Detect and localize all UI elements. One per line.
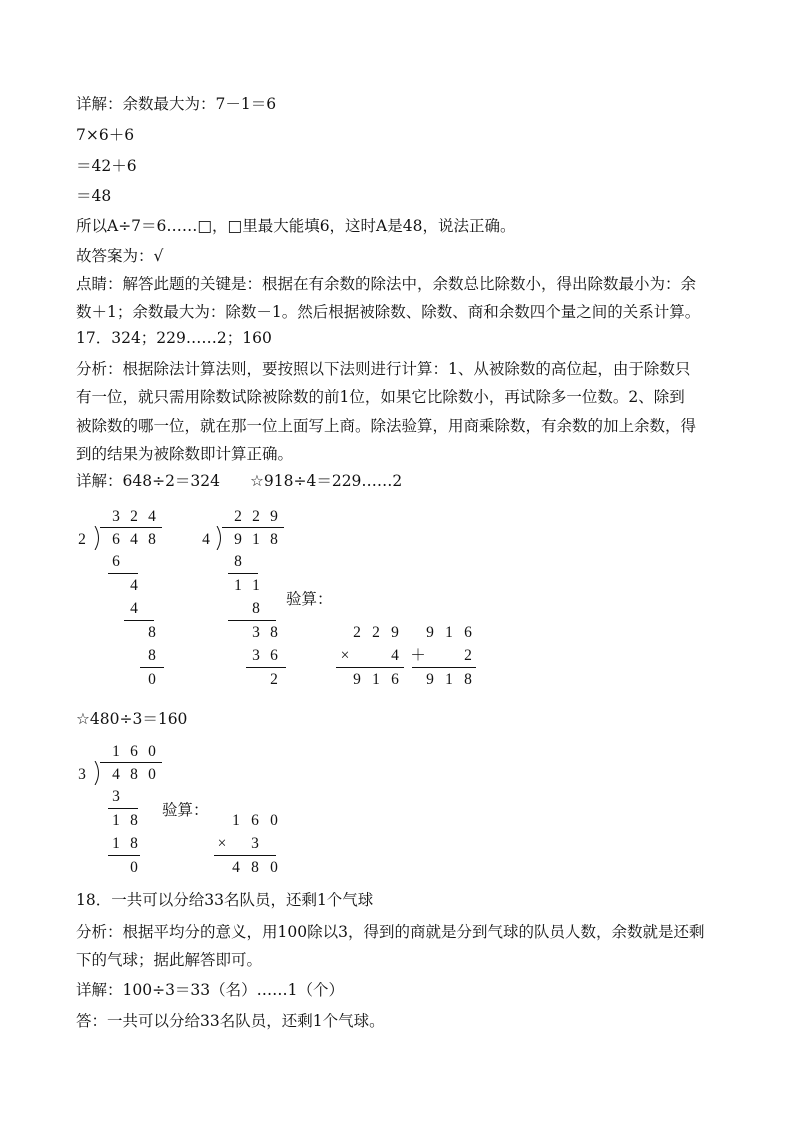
step-line <box>124 620 154 621</box>
text-line-analysis-18b: 下的气球；据此解答即可。 <box>76 951 263 969</box>
quotient-digit: 9 <box>270 508 278 525</box>
step-digit: 8 <box>148 624 156 641</box>
digit: 3 <box>251 835 259 852</box>
step-line <box>246 667 286 668</box>
dividend-digit: 1 <box>252 531 260 548</box>
digit: 9 <box>391 624 399 641</box>
digit: 8 <box>464 671 472 688</box>
quotient-digit: 0 <box>148 743 156 760</box>
step-line <box>108 808 138 809</box>
text-line-detail-1: 详解：余数最大为：7－1＝6 <box>76 95 277 113</box>
question-17-heading: 17．324；229……2；160 <box>76 329 272 347</box>
text-line-analysis-3: 被除数的哪一位，就在那一位上面写上商。除法验算，用商乘除数，有余数的加上余数，得 <box>76 417 697 435</box>
text-line-analysis-2: 有一位，就只需用除数试除被除数的前1位，如果它比除数小，再试除多一位数。2、除到 <box>76 388 685 406</box>
dividend-digit: 9 <box>234 531 242 548</box>
text-line-calc-1: 7×6＋6 <box>76 126 135 144</box>
question-18-heading: 18．一共可以分给33名队员，还剩1个气球 <box>76 891 374 909</box>
dividend-digit: 4 <box>130 531 138 548</box>
divisor: 3 <box>78 766 86 783</box>
text-line-hint-2: 数＋1；余数最大为：除数－1。然后根据被除数、除数、商和余数四个量之间的关系计算。 <box>76 303 701 321</box>
digit: 2 <box>372 624 380 641</box>
text-line-conclusion: 所以A÷7＝6……□，□里最大能填6，这时A是48，说法正确。 <box>76 217 516 235</box>
text-line-calc-2: ＝42＋6 <box>76 157 137 175</box>
text-line-answer: 故答案为：√ <box>76 247 164 265</box>
division-bracket <box>216 526 226 550</box>
digit: 9 <box>426 671 434 688</box>
digit: 1 <box>372 671 380 688</box>
digit: 9 <box>426 624 434 641</box>
digit: 4 <box>391 647 399 664</box>
operator: × <box>340 647 350 664</box>
text-line-detail-17c: ☆480÷3＝160 <box>76 710 188 728</box>
operator: × <box>217 835 227 852</box>
remainder-digit: 0 <box>148 671 156 688</box>
result-line <box>412 667 476 668</box>
text-line-analysis-18a: 分析：根据平均分的意义，用100除以3，得到的商就是分到气球的队员人数，余数就是还剩 <box>76 923 705 941</box>
quotient-digit: 1 <box>112 743 120 760</box>
text-line-analysis-4: 到的结果为被除数即计算正确。 <box>76 445 294 463</box>
text-line-calc-3: ＝48 <box>76 187 112 205</box>
step-digit: 1 <box>252 577 260 594</box>
dividend-digit: 4 <box>112 766 120 783</box>
step-digit: 1 <box>234 577 242 594</box>
step-digit: 3 <box>252 624 260 641</box>
step-line <box>228 620 276 621</box>
step-digit: 4 <box>130 577 138 594</box>
dividend-digit: 8 <box>130 766 138 783</box>
step-digit: 3 <box>112 788 120 805</box>
division-bracket <box>94 761 104 785</box>
step-digit: 8 <box>130 812 138 829</box>
step-digit: 8 <box>234 553 242 570</box>
division-bar <box>222 527 284 528</box>
step-digit: 8 <box>270 624 278 641</box>
result-line <box>214 855 276 856</box>
digit: 9 <box>353 671 361 688</box>
quotient-digit: 4 <box>148 508 156 525</box>
quotient-digit: 3 <box>112 508 120 525</box>
text-line-analysis-1: 分析：根据除法计算法则，要按照以下法则进行计算：1、从被除数的高位起，由于除数只 <box>76 360 691 378</box>
digit: 2 <box>464 647 472 664</box>
text-line-detail-17b: ☆918÷4＝229……2 <box>250 472 403 490</box>
text-line-answer-18: 答：一共可以分给33名队员，还剩1个气球。 <box>76 1012 385 1030</box>
digit: 1 <box>445 671 453 688</box>
dividend-digit: 8 <box>270 531 278 548</box>
operator: ＋ <box>410 647 426 664</box>
check-label: 验算： <box>286 590 333 608</box>
dividend-digit: 6 <box>112 531 120 548</box>
digit: 6 <box>391 671 399 688</box>
step-digit: 8 <box>252 600 260 617</box>
division-bar <box>100 527 162 528</box>
check-label-2: 验算： <box>162 801 209 819</box>
result-line <box>336 667 404 668</box>
digit: 0 <box>270 859 278 876</box>
step-line <box>108 855 140 856</box>
quotient-digit: 2 <box>252 508 260 525</box>
step-line <box>228 573 258 574</box>
digit: 6 <box>251 812 259 829</box>
digit: 2 <box>353 624 361 641</box>
dividend-digit: 8 <box>148 531 156 548</box>
digit: 0 <box>270 812 278 829</box>
step-digit: 4 <box>130 600 138 617</box>
dividend-digit: 0 <box>148 766 156 783</box>
divisor: 4 <box>202 531 210 548</box>
text-line-detail-18: 详解：100÷3＝33（名）……1（个） <box>76 981 345 999</box>
remainder-digit: 2 <box>270 671 278 688</box>
step-digit: 8 <box>130 835 138 852</box>
quotient-digit: 2 <box>130 508 138 525</box>
digit: 1 <box>232 812 240 829</box>
step-digit: 8 <box>148 647 156 664</box>
division-bracket <box>94 526 104 550</box>
step-digit: 3 <box>252 647 260 664</box>
digit: 4 <box>232 859 240 876</box>
step-digit: 6 <box>112 553 120 570</box>
digit: 8 <box>251 859 259 876</box>
divisor: 2 <box>78 531 86 548</box>
remainder-digit: 0 <box>130 859 138 876</box>
step-digit: 6 <box>270 647 278 664</box>
quotient-digit: 2 <box>234 508 242 525</box>
text-line-detail-17a: 详解：648÷2＝324 <box>76 472 221 490</box>
quotient-digit: 6 <box>130 743 138 760</box>
digit: 6 <box>464 624 472 641</box>
text-line-hint-1: 点睛：解答此题的关键是：根据在有余数的除法中，余数总比除数小，得出除数最小为：余 <box>76 275 697 293</box>
step-digit: 1 <box>112 812 120 829</box>
digit: 1 <box>445 624 453 641</box>
step-line <box>108 573 138 574</box>
step-line <box>140 667 164 668</box>
division-bar <box>100 762 162 763</box>
step-digit: 1 <box>112 835 120 852</box>
